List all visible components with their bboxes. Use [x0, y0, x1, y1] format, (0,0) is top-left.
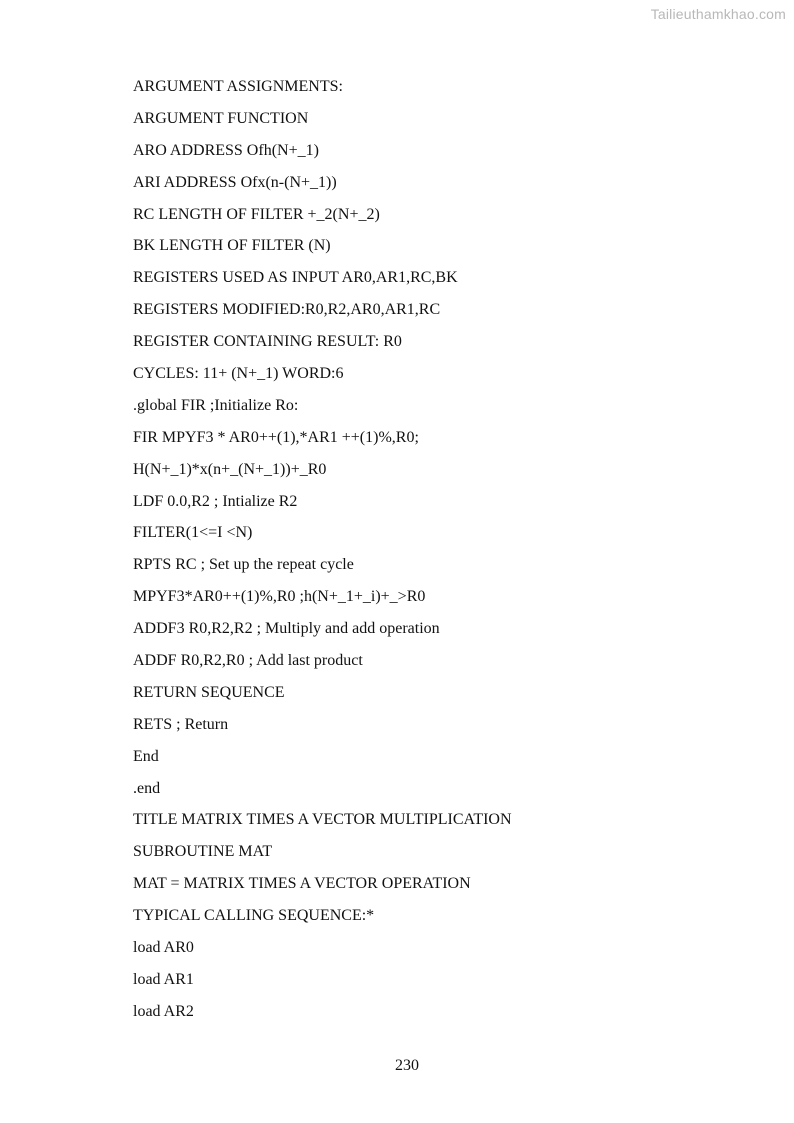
text-line: TYPICAL CALLING SEQUENCE:*: [133, 907, 375, 925]
text-line: ADDF3 R0,R2,R2 ; Multiply and add operation: [133, 620, 440, 638]
watermark: Tailieuthamkhao.com: [650, 6, 786, 22]
text-line: H(N+_1)*x(n+_(N+_1))+_R0: [133, 460, 327, 478]
text-line: RETURN SEQUENCE: [133, 683, 285, 701]
text-line: End: [133, 747, 159, 765]
text-line: .global FIR ;Initialize Ro:: [133, 396, 299, 414]
text-line: ARI ADDRESS Ofx(n-(N+_1)): [133, 173, 337, 191]
text-line: LDF 0.0,R2 ; Intialize R2: [133, 492, 298, 510]
text-line: RETS ; Return: [133, 715, 229, 733]
text-line: RPTS RC ; Set up the repeat cycle: [133, 556, 354, 574]
text-line: REGISTERS MODIFIED:R0,R2,AR0,AR1,RC: [133, 301, 441, 319]
text-line: FILTER(1<=I <N): [133, 524, 253, 542]
text-line: ARGUMENT ASSIGNMENTS:: [133, 78, 343, 95]
text-line: load AR0: [133, 939, 194, 957]
text-line: load AR2: [133, 1002, 194, 1020]
text-line: SUBROUTINE MAT: [133, 843, 273, 861]
text-line: FIR MPYF3 * AR0++(1),*AR1 ++(1)%,R0;: [133, 428, 419, 446]
text-line: .end: [133, 779, 161, 797]
document-body: [133, 75, 753, 1032]
text-line: load AR1: [133, 970, 194, 988]
page-number: 230: [395, 1057, 419, 1074]
text-line: MPYF3*AR0++(1)%,R0 ;h(N+_1+_i)+_>R0: [133, 588, 426, 606]
text-line: RC LENGTH OF FILTER +_2(N+_2): [133, 205, 380, 223]
text-line: ARGUMENT FUNCTION: [133, 109, 309, 127]
text-line: TITLE MATRIX TIMES A VECTOR MULTIPLICATION: [133, 811, 512, 829]
text-line: REGISTER CONTAINING RESULT: R0: [133, 333, 402, 351]
text-line: MAT = MATRIX TIMES A VECTOR OPERATION: [133, 875, 471, 893]
text-line: ARO ADDRESS Ofh(N+_1): [133, 141, 319, 159]
text-line: REGISTERS USED AS INPUT AR0,AR1,RC,BK: [133, 269, 458, 287]
text-line: BK LENGTH OF FILTER (N): [133, 237, 331, 255]
text-line: CYCLES: 11+ (N+_1) WORD:6: [133, 365, 344, 383]
text-line: ADDF R0,R2,R0 ; Add last product: [133, 652, 363, 670]
